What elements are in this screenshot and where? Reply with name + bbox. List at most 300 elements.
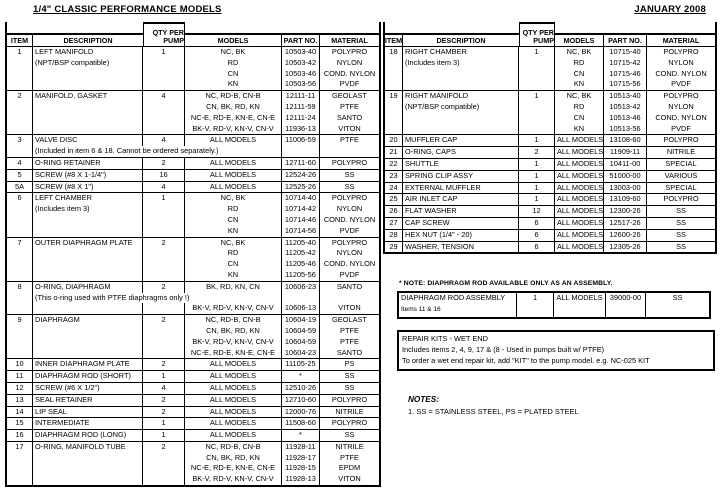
cell-models: RD (185, 58, 282, 69)
cell-qty (143, 337, 185, 348)
cell-description: DIAPHRAGM (33, 315, 143, 326)
cell-item (7, 102, 33, 113)
cell-qty: 2 (143, 282, 185, 293)
cell-part: 12000-76 (282, 407, 320, 418)
cell-qty: 6 (519, 218, 555, 229)
cell-description: SCREW (#8 X 1-1/4") (33, 170, 143, 181)
cell-part: 10513-46 (604, 113, 647, 124)
cell-material: PVDF (339, 225, 360, 235)
cell-description (403, 69, 519, 80)
cell-models: RD (185, 248, 282, 259)
table-row (7, 282, 379, 315)
cell-material: SS (344, 169, 355, 179)
cell-item (7, 326, 33, 337)
cell-qty: 2 (143, 359, 185, 370)
cell-material: NYLON (668, 101, 694, 111)
table-row (7, 47, 379, 91)
cell-part: * (282, 430, 320, 441)
cell-description (403, 113, 519, 124)
table-row (7, 315, 379, 359)
cell-part: 12300-26 (604, 206, 647, 217)
cell-qty (519, 124, 555, 135)
cell-description (33, 69, 143, 80)
table-row (7, 158, 379, 170)
cell-qty (519, 113, 555, 124)
table-row (7, 442, 379, 485)
cell-item: 4 (7, 158, 33, 169)
cell-item (7, 215, 33, 226)
cell-material (320, 293, 379, 304)
table-row (7, 430, 379, 442)
cell-part: 10503-42 (282, 58, 320, 69)
cell-models: ALL MODELS (557, 182, 604, 192)
cell-qty (143, 113, 185, 124)
cell-part: 11205-40 (282, 238, 320, 249)
cell-part: 13109-60 (604, 194, 647, 205)
cell-item: 7 (7, 238, 33, 249)
table-row (385, 242, 715, 253)
cell-item (7, 337, 33, 348)
assembly-models: ALL MODELS (554, 293, 606, 317)
cell-part: 10411-00 (604, 159, 647, 170)
cell-models: BK-V, RD-V, KN-V, CN-V (185, 124, 282, 135)
cell-description: (NPT/BSP compatible) (403, 102, 519, 113)
cell-material: SS (676, 229, 686, 239)
cell-material: PVDF (339, 79, 360, 89)
cell-item: 2 (7, 91, 33, 102)
cell-qty: 2 (143, 442, 185, 453)
cell-description: WASHER, TENSION (403, 242, 519, 253)
cell-part: 11936-13 (282, 124, 320, 135)
cell-material: NITRILE (666, 147, 696, 157)
cell-description: O-RING, CAPS (403, 147, 519, 158)
cell-qty (519, 102, 555, 113)
cell-material (320, 146, 379, 157)
cell-models: KN (185, 79, 282, 90)
repair-kits-box (397, 330, 715, 371)
cell-part: 10503-56 (282, 79, 320, 90)
cell-part: 11909-11 (604, 147, 647, 158)
table-row (7, 395, 379, 407)
cell-models: CN, BK, RD, KN (185, 102, 282, 113)
cell-item: 10 (7, 359, 33, 370)
cell-item: 14 (7, 407, 33, 418)
cell-description: SHUTTLE (403, 159, 519, 170)
cell-part: 11205-56 (282, 270, 320, 281)
right-parts-table (383, 22, 717, 254)
cell-models: ALL MODELS (185, 135, 282, 146)
cell-qty: 2 (519, 147, 555, 158)
cell-description: RIGHT MANIFOLD (403, 91, 519, 102)
cell-material: SS (344, 382, 355, 392)
table-row (7, 238, 379, 282)
table-row (385, 230, 715, 242)
cell-item: 18 (385, 47, 403, 58)
cell-description: LEFT MANIFOLD (33, 47, 143, 58)
cell-description: MUFFLER CAP (403, 135, 519, 146)
cell-item (7, 58, 33, 69)
cell-description (33, 474, 143, 485)
cell-qty (143, 326, 185, 337)
cell-qty: 1 (519, 183, 555, 194)
cell-part: 10715-46 (604, 69, 647, 80)
cell-material: SPECIAL (665, 158, 697, 168)
cell-part: 11205-46 (282, 259, 320, 270)
cell-item (7, 226, 33, 237)
assembly-desc: DIAPHRAGM ROD ASSEMBLY (401, 293, 506, 302)
cell-item (7, 146, 33, 157)
cell-item: 11 (7, 371, 33, 382)
cell-description (33, 124, 143, 135)
cell-qty (143, 463, 185, 474)
cell-qty (143, 303, 185, 314)
table-row (7, 135, 379, 158)
cell-part: 11928-15 (282, 463, 320, 474)
cell-description: SCREW (#8 X 1") (33, 182, 143, 193)
cell-description (33, 259, 143, 270)
cell-item (7, 69, 33, 80)
cell-item (7, 474, 33, 485)
page-title: 1/4" CLASSIC PERFORMANCE MODELS (33, 4, 222, 15)
cell-part: 12524-26 (282, 170, 320, 181)
cell-item: 21 (385, 147, 403, 158)
cell-models: CN, BK, RD, KN (185, 453, 282, 464)
cell-qty (519, 69, 555, 80)
cell-models: BK-V, RD-V, KN-V, CN-V (185, 303, 282, 314)
cell-description: CAP SCREW (403, 218, 519, 229)
cell-material: VARIOUS (664, 170, 698, 180)
assembly-material: SS (672, 293, 683, 302)
cell-description: (Includes item 3) (403, 58, 519, 69)
cell-part: 10714-40 (282, 193, 320, 204)
cell-qty: 1 (519, 159, 555, 170)
table-row (7, 193, 379, 237)
col-header-item: ITEM (7, 33, 33, 47)
left-parts-table (5, 22, 381, 487)
col-header-models: MODELS (185, 33, 282, 47)
cell-item: 26 (385, 206, 403, 217)
cell-description (33, 226, 143, 237)
table-row (385, 159, 715, 171)
cell-item (385, 124, 403, 135)
cell-models: CN, BK, RD, KN (185, 326, 282, 337)
cell-description: HEX NUT (1/4" - 20) (403, 230, 519, 241)
repair-kits-line-1: Includes items 2, 4, 9, 17 & (8 - Used in pumps built w/ PTFE) (402, 344, 605, 354)
cell-material: COND. NYLON (655, 68, 707, 78)
cell-qty (143, 215, 185, 226)
assembly-qty: 1 (517, 293, 554, 317)
table-row (7, 407, 379, 419)
cell-item (7, 113, 33, 124)
cell-qty (143, 102, 185, 113)
cell-models: CN (555, 113, 604, 124)
cell-part: 51000-00 (604, 171, 647, 182)
cell-description (33, 326, 143, 337)
cell-description: SEAL RETAINER (33, 395, 143, 406)
cell-material: SS (676, 241, 686, 251)
cell-item: 15 (7, 418, 33, 429)
cell-models: NC, RD-B, CN-B (185, 442, 282, 453)
assembly-desc-sub: Items 11 & 16 (401, 305, 441, 313)
cell-material: VITON (338, 303, 361, 313)
cell-description: EXTERNAL MUFFLER (403, 183, 519, 194)
notes-line: 1. SS = STAINLESS STEEL, PS = PLATED STEEL (408, 407, 579, 416)
left-table-header (7, 22, 379, 47)
col-header-description: DESCRIPTION (33, 33, 143, 47)
cell-part: 10513-40 (604, 91, 647, 102)
cell-item: 23 (385, 171, 403, 182)
cell-qty (143, 124, 185, 135)
col-header-description: DESCRIPTION (403, 33, 519, 47)
cell-material: SANTO (336, 112, 363, 122)
cell-material: SS (344, 430, 355, 440)
cell-material: POLYPRO (663, 135, 699, 145)
cell-qty: 1 (519, 91, 555, 102)
cell-part: 12510-26 (282, 383, 320, 394)
repair-kits-title: REPAIR KITS - WET END (402, 334, 488, 343)
cell-material: PTFE (340, 325, 359, 335)
cell-qty: 2 (143, 407, 185, 418)
cell-part: 13108-60 (604, 135, 647, 146)
cell-qty (143, 79, 185, 90)
col-header-material: MATERIAL (320, 33, 379, 47)
table-row (7, 170, 379, 182)
cell-material: COND. NYLON (323, 214, 376, 224)
cell-models: KN (555, 79, 604, 90)
cell-models: KN (185, 226, 282, 237)
cell-qty: 12 (519, 206, 555, 217)
cell-qty: 1 (143, 430, 185, 441)
cell-item: 12 (7, 383, 33, 394)
cell-models: NC, BK (555, 47, 604, 58)
cell-qty: 16 (143, 170, 185, 181)
cell-description: OUTER DIAPHRAGM PLATE (33, 238, 143, 249)
assembly-desc-cell (399, 293, 517, 317)
cell-description: AIR INLET CAP (403, 194, 519, 205)
cell-material: GEOLAST (332, 91, 367, 101)
table-row (7, 383, 379, 395)
cell-material: NITRILE (335, 441, 364, 451)
cell-qty: 2 (143, 395, 185, 406)
cell-item (7, 79, 33, 90)
cell-part: 13003-00 (604, 183, 647, 194)
table-row (7, 91, 379, 135)
cell-material: SPECIAL (665, 182, 697, 192)
col-header-item: ITEM (385, 33, 403, 47)
cell-description (33, 303, 143, 314)
table-row (385, 147, 715, 159)
cell-part: 11205-42 (282, 248, 320, 259)
cell-item (385, 102, 403, 113)
cell-description (33, 270, 143, 281)
assembly-part: 39000-00 (606, 293, 646, 317)
cell-models: ALL MODELS (557, 170, 604, 180)
cell-part: 12710-60 (282, 395, 320, 406)
cell-qty: 1 (519, 135, 555, 146)
cell-item: 3 (7, 135, 33, 146)
cell-part: 11105-25 (282, 359, 320, 370)
cell-item: 29 (385, 242, 403, 253)
cell-qty: 6 (519, 230, 555, 241)
cell-qty (143, 58, 185, 69)
cell-models: CN (185, 215, 282, 226)
cell-description (33, 463, 143, 474)
cell-models: ALL MODELS (185, 182, 282, 193)
cell-description (403, 79, 519, 90)
cell-description (33, 337, 143, 348)
cell-part: 10513-42 (604, 102, 647, 113)
cell-description: (NPT/BSP compatible) (33, 58, 143, 69)
cell-models: RD (555, 102, 604, 113)
cell-models: ALL MODELS (557, 217, 604, 227)
cell-part: 10714-56 (282, 226, 320, 237)
cell-item: 6 (7, 193, 33, 204)
cell-part: 11508-60 (282, 418, 320, 429)
assembly-table (397, 291, 711, 319)
cell-material: PTFE (340, 452, 359, 462)
cell-models: NC, BK (185, 238, 282, 249)
cell-qty (143, 453, 185, 464)
cell-models: ALL MODELS (185, 418, 282, 429)
right-table-header (385, 22, 715, 47)
cell-material: SS (344, 181, 355, 191)
cell-material: POLYPRO (331, 418, 368, 428)
cell-models: CN (555, 69, 604, 80)
row-note: (Included in item 6 & 18. Cannot be ordered separately.) (33, 146, 282, 157)
cell-material: COND. NYLON (323, 68, 376, 78)
cell-part: 12525-26 (282, 182, 320, 193)
col-header-qty: QTY PER PUMP (143, 22, 185, 47)
assembly-note: * NOTE: DIAPHRAGM ROD AVAILABLE ONLY AS AN ASSEMBLY. (399, 280, 613, 287)
table-row (385, 171, 715, 183)
col-header-material: MATERIAL (647, 33, 715, 47)
cell-part: 12111-59 (282, 102, 320, 113)
table-row (385, 183, 715, 195)
cell-item: 13 (7, 395, 33, 406)
cell-qty: 1 (143, 371, 185, 382)
row-note: (This o-ring used with PTFE diaphragms only !) (33, 293, 282, 304)
cell-qty (519, 58, 555, 69)
table-row (7, 371, 379, 383)
cell-qty: 1 (519, 47, 555, 58)
cell-description: DIAPHRAGM ROD (SHORT) (33, 371, 143, 382)
cell-material: SANTO (336, 281, 363, 291)
cell-models: ALL MODELS (185, 395, 282, 406)
cell-material: SS (344, 371, 355, 381)
cell-models: ALL MODELS (557, 229, 604, 239)
cell-description (33, 79, 143, 90)
col-header-models: MODELS (555, 33, 604, 47)
cell-item (7, 124, 33, 135)
cell-description (33, 248, 143, 259)
cell-item (7, 348, 33, 359)
cell-part: 10604-59 (282, 326, 320, 337)
table-row (385, 206, 715, 218)
col-header-part: PART NO. (282, 33, 320, 47)
cell-description (33, 215, 143, 226)
cell-item (7, 259, 33, 270)
cell-qty (143, 259, 185, 270)
cell-qty: 1 (519, 171, 555, 182)
cell-part: 10715-42 (604, 58, 647, 69)
cell-part: 12600-26 (604, 230, 647, 241)
cell-item: 19 (385, 91, 403, 102)
cell-material: VITON (338, 123, 361, 133)
cell-material: NYLON (336, 204, 363, 214)
cell-part: 12711-60 (282, 158, 320, 169)
cell-part: 10715-56 (604, 79, 647, 90)
cell-material: EPDM (338, 463, 361, 473)
table-row (385, 135, 715, 147)
table-row (385, 47, 715, 91)
cell-part: 12111-11 (282, 91, 320, 102)
cell-item: 24 (385, 183, 403, 194)
cell-qty: 1 (519, 194, 555, 205)
cell-description: INTERMEDIATE (33, 418, 143, 429)
table-row (385, 218, 715, 230)
cell-part: 10503-40 (282, 47, 320, 58)
cell-models: ALL MODELS (185, 407, 282, 418)
cell-models: CN (185, 69, 282, 80)
cell-qty: 6 (519, 242, 555, 253)
cell-description: (Includes item 3) (33, 204, 143, 215)
cell-material: SS (676, 206, 686, 216)
cell-models: ALL MODELS (185, 371, 282, 382)
cell-item: 9 (7, 315, 33, 326)
cell-part: 10606-13 (282, 303, 320, 314)
cell-material: POLYPRO (331, 47, 368, 56)
cell-material: PVDF (671, 79, 691, 89)
cell-item (385, 79, 403, 90)
cell-part: 12517-26 (604, 218, 647, 229)
cell-models: ALL MODELS (185, 430, 282, 441)
cell-qty: 1 (143, 418, 185, 429)
cell-qty (143, 69, 185, 80)
cell-material: POLYPRO (331, 237, 368, 247)
cell-qty: 4 (143, 91, 185, 102)
cell-item (7, 453, 33, 464)
cell-description: O-RING RETAINER (33, 158, 143, 169)
cell-material: SANTO (336, 347, 363, 357)
notes-title: NOTES: (408, 395, 439, 404)
cell-models: BK, RD, KN, CN (185, 282, 282, 293)
cell-description: RIGHT CHAMBER (403, 47, 519, 58)
cell-description: MANIFOLD, GASKET (33, 91, 143, 102)
cell-models: NC, BK (185, 193, 282, 204)
cell-part: 10714-46 (282, 215, 320, 226)
cell-qty (143, 226, 185, 237)
cell-part: 10503-46 (282, 69, 320, 80)
cell-item: 5A (7, 182, 33, 193)
notes-section (408, 395, 579, 416)
cell-material: POLYPRO (331, 394, 368, 404)
cell-item (385, 113, 403, 124)
cell-qty (143, 204, 185, 215)
cell-item: 16 (7, 430, 33, 441)
cell-qty (143, 474, 185, 485)
cell-description: DIAPHRAGM ROD (LONG) (33, 430, 143, 441)
cell-item: 25 (385, 194, 403, 205)
cell-material: PVDF (339, 269, 360, 279)
cell-models: RD (555, 58, 604, 69)
cell-qty: 2 (143, 238, 185, 249)
cell-models: NC, BK (555, 91, 604, 102)
cell-material: COND. NYLON (655, 112, 707, 122)
col-header-qty: QTY PER PUMP (519, 22, 555, 47)
cell-item: 5 (7, 170, 33, 181)
repair-kits-line-2: To order a wet end repair kit, add "KIT" to the pump model. e.g. NC-025 KIT (402, 355, 650, 365)
table-row (385, 91, 715, 135)
